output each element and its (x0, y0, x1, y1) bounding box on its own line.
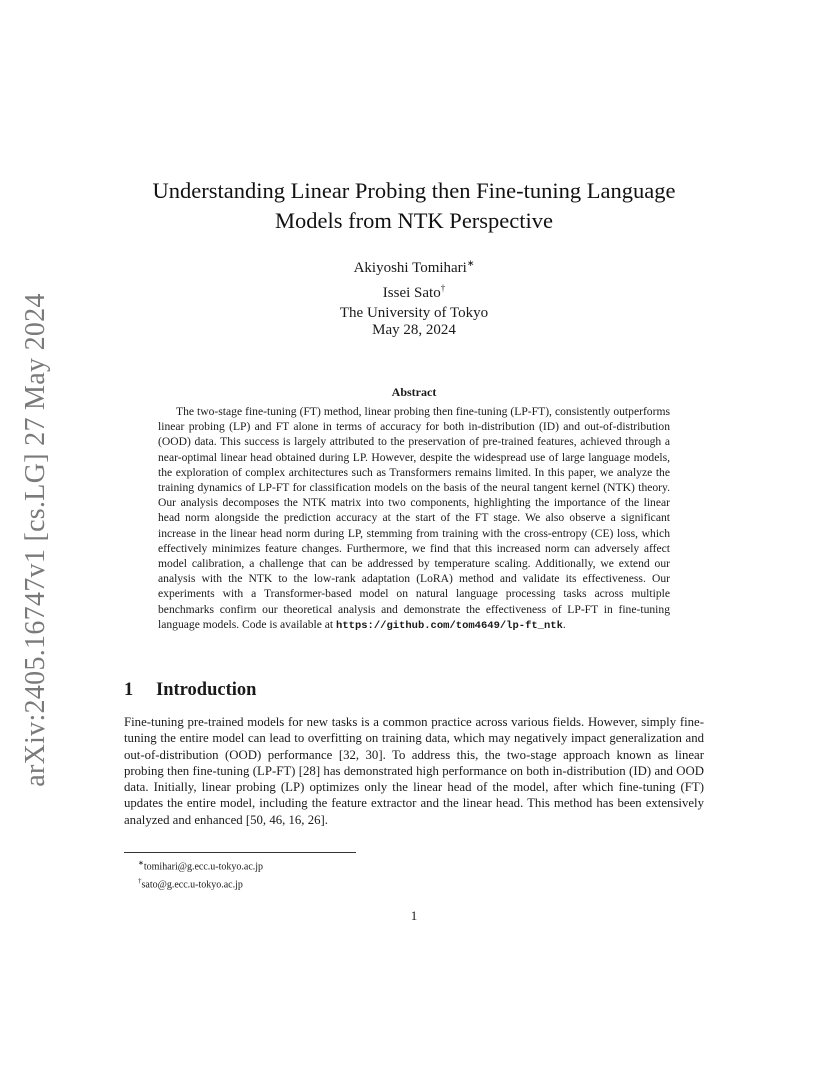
author-2 (200, 278, 628, 303)
abstract-end: . (562, 617, 566, 631)
footnote-mark: † (440, 283, 446, 293)
author-1 (200, 253, 628, 278)
section-title: Introduction (156, 680, 257, 700)
author-name: Akiyoshi Tomihari (353, 260, 467, 276)
footnote-mark: ∗ (466, 258, 475, 268)
footnote-divider (124, 852, 356, 853)
abstract-text: The two-stage fine-tuning (FT) method, linear probing then fine-tuning (LP-FT), consistently outperforms linear probing (LP) and FT alone in terms of accuracy for both in-distribution (ID) and out-of-distribution (OOD) data. This success is largely attributed to the preservation of pre-trained features, achieved through a near-optimal linear head obtained during LP. However, despite the widespread use of large language models, the exploration of complex architectures such as Transformers remains limited. In this paper, we analyze the training dynamics of LP-FT for classification models on the basis of the neural tangent kernel (NTK) theory. Our analysis decomposes the NTK matrix into two components, highlighting the importance of the linear head norm alongside the prediction accuracy at the start of the FT stage. We also observe a significant increase in the linear head norm during LP, stemming from training with the cross-entropy (CE) loss, which effectively minimizes feature changes. Furthermore, we find that this increased norm can adversely affect model calibration, a challenge that can be addressed by temperature scaling. Additionally, we extend our analysis with the NTK to the low-rank adaptation (LoRA) method and validate its effectiveness. Our experiments with a Transformer-based model on natural language processing tasks across multiple benchmarks confirm our theoretical analysis and demonstrate the effectiveness of LP-FT in fine-tuning language models. Code is available at (158, 405, 670, 631)
title-line-2: Models from NTK Perspective (274, 208, 554, 233)
introduction-paragraph: Fine-tuning pre-trained models for new tasks is a common practice across various fields. However, simply fine-tuning the entire model can lead to overfitting on training data, which may negatively impact generalization and out-of-distribution (OOD) performance [32, 30]. To address this, the two-stage approach known as linear probing then fine-tuning (LP-FT) [28] has demonstrated high performance on both in-distribution (ID) and OOD data. Initially, linear probing (LP) optimizes only the linear head of the model, after which fine-tuning (FT) updates the entire model, including the feature extractor and the linear head. This method has been extensively analyzed and enhanced [50, 46, 16, 26]. (124, 715, 704, 827)
page-number: 1 (410, 908, 418, 923)
affiliation: The University of Tokyo (339, 305, 489, 321)
abstract-body (158, 404, 670, 634)
footnote-1 (138, 856, 263, 874)
author-block (200, 253, 628, 323)
author-name: Issei Sato (382, 285, 441, 301)
publication-date: May 28, 2024 (372, 322, 456, 338)
footnotes (138, 856, 263, 893)
section-number: 1 (124, 680, 134, 700)
abstract-heading: Abstract (391, 385, 437, 399)
footnote-2 (138, 874, 263, 892)
paper-title (100, 176, 728, 236)
arxiv-identifier-stamp[interactable]: arXiv:2405.16747v1 [cs.LG] 27 May 2024 (20, 293, 51, 787)
footnote-mark: ∗ (138, 859, 144, 867)
section-heading (124, 680, 256, 701)
footnote-email[interactable]: sato@g.ecc.u-tokyo.ac.jp (141, 879, 243, 891)
footnote-email[interactable]: tomihari@g.ecc.u-tokyo.ac.jp (143, 861, 264, 873)
footnote-mark: † (138, 877, 142, 886)
code-link[interactable]: https://github.com/tom4649/lp-ft_ntk (336, 619, 563, 632)
title-line-1: Understanding Linear Probing then Fine-tuning Language (152, 178, 676, 203)
